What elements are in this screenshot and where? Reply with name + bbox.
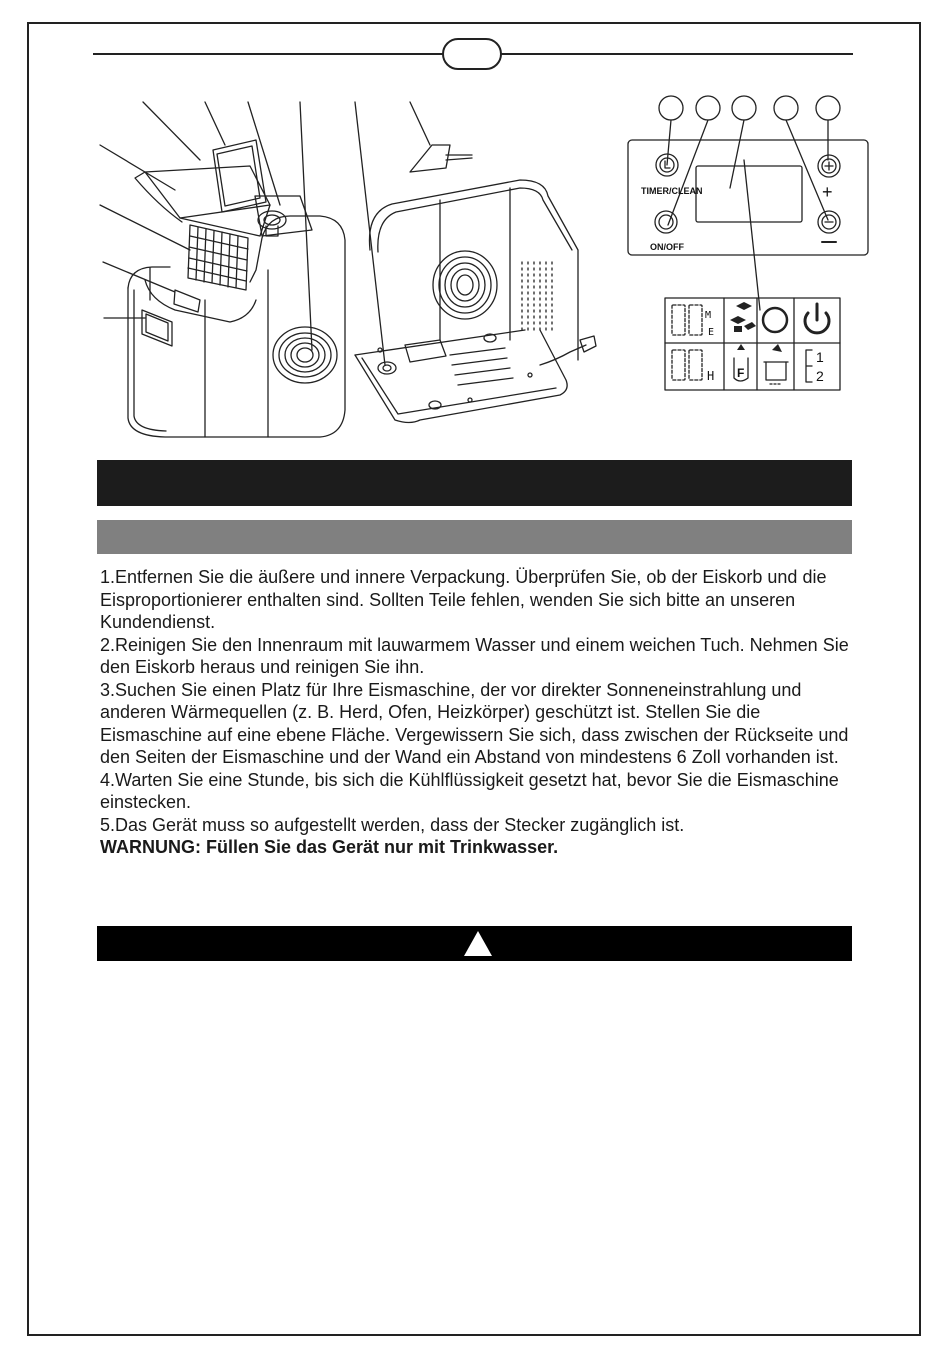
section-header-bar [97, 460, 852, 506]
lcd-size-two: 2 [816, 368, 824, 384]
control-panel-illustration [628, 96, 868, 310]
instruction-step-4: 4.Warten Sie eine Stunde, bis sich die Kühlflüssigkeit gesetzt hat, bevor Sie die Eismaschine einstecken. [100, 769, 839, 812]
instruction-step-5: 5.Das Gerät muss so aufgestellt werden, dass der Stecker zugänglich ist. [100, 814, 685, 835]
on-off-label: ON/OFF [650, 242, 684, 252]
lcd-size-one: 1 [816, 349, 824, 365]
lcd-unit-h: H [707, 369, 715, 383]
lcd-unit-m: M [705, 310, 712, 321]
warning-header-bar [97, 926, 852, 961]
warning-text: WARNUNG: Füllen Sie das Gerät nur mit Trinkwasser. [100, 837, 559, 857]
instruction-step-3: 3.Suchen Sie einen Platz für Ihre Eismaschine, der vor direkter Sonneneinstrahlung und anderen Wärmequellen (z. B. Herd, Ofen, Heizkörper) geschützt ist. Stellen Sie die Eismaschine auf eine ebene Fläche. Vergewissern Sie sich, dass zwischen der Rückseite und den Seiten der Eismaschine und der Wand ein Abstand von mindestens 6 Zoll vorhanden ist. [100, 679, 849, 767]
warning-triangle-icon [463, 930, 493, 957]
setup-instructions [100, 566, 860, 859]
subsection-header-bar [97, 520, 852, 554]
instruction-step-1: 1.Entfernen Sie die äußere und innere Verpackung. Überprüfen Sie, ob der Eiskorb und die Eisproportionierer enthalten sind. Sollten Teile fehlen, wenden Sie sich bitte an unseren Kundendienst. [100, 567, 827, 632]
ice-maker-bottom-illustration [355, 102, 596, 423]
timer-clean-label: TIMER/CLEAN [641, 186, 703, 196]
ice-maker-front-illustration [100, 102, 345, 437]
lcd-display-legend [665, 298, 840, 390]
illustration-area [0, 0, 950, 450]
lcd-filter-letter: F [737, 366, 745, 380]
plus-label: + [822, 182, 833, 202]
instruction-step-2: 2.Reinigen Sie den Innenraum mit lauwarmem Wasser und einem weichen Tuch. Nehmen Sie den Eiskorb heraus und reinigen Sie ihn. [100, 634, 849, 677]
lcd-unit-e: E [708, 327, 715, 338]
